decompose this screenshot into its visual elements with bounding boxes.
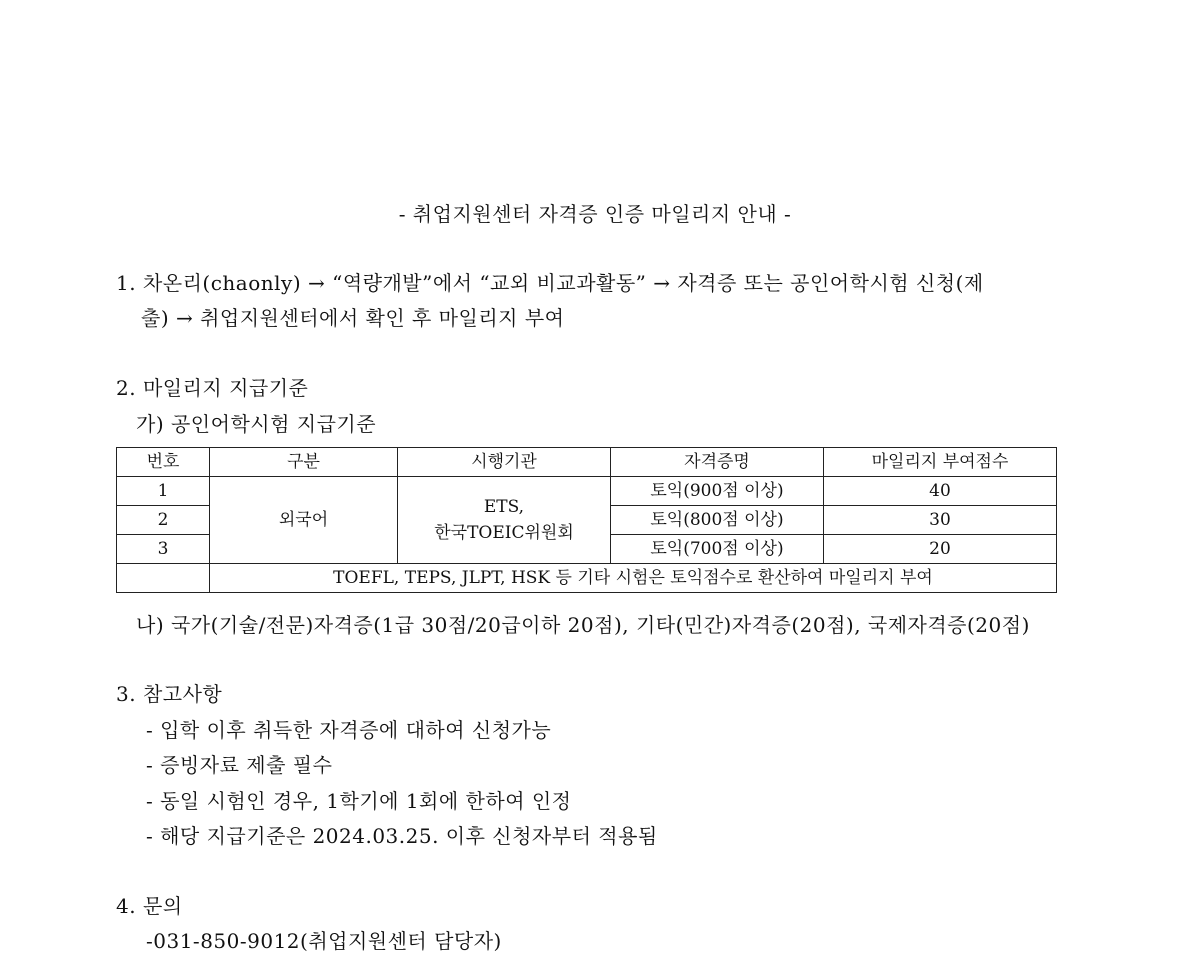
points-cell: 20: [824, 535, 1057, 564]
section3-heading: 3. 참고사항: [116, 682, 223, 706]
footnote-cell: TOEFL, TEPS, JLPT, HSK 등 기타 시험은 토익점수로 환산하여 마일리지 부여: [210, 564, 1057, 593]
category-cell: 외국어: [210, 477, 398, 564]
points-cell: 30: [824, 506, 1057, 535]
certificate-cell: 토익(900점 이상): [611, 477, 824, 506]
note-item: - 증빙자료 제출 필수: [146, 753, 333, 777]
certificate-cell: 토익(800점 이상): [611, 506, 824, 535]
note-item: - 해당 지급기준은 2024.03.25. 이후 신청자부터 적용됨: [146, 824, 658, 848]
row-number: 1: [117, 477, 210, 506]
row-number: 2: [117, 506, 210, 535]
table-header-row: [117, 448, 1057, 477]
note-item: - 입학 이후 취득한 자격증에 대하여 신청가능: [146, 718, 552, 742]
table-footnote-row: [117, 564, 1057, 593]
contact-phone: -031-850-9012(취업지원센터 담당자): [146, 929, 502, 953]
table-row: [117, 477, 1057, 506]
section2-sub-a: 가) 공인어학시험 지급기준: [136, 412, 377, 436]
note-item: - 동일 시험인 경우, 1학기에 1회에 한하여 인정: [146, 789, 572, 813]
row-number: 3: [117, 535, 210, 564]
section1-line1: 1. 차온리(chaonly) → “역량개발”에서 “교외 비교과활동” → 자격증 또는 공인어학시험 신청(제: [116, 271, 984, 295]
section1-line2: 출) → 취업지원센터에서 확인 후 마일리지 부여: [141, 306, 565, 330]
agency-line1: ETS,: [483, 497, 525, 517]
header-category: 구분: [210, 448, 398, 477]
agency-line2: 한국TOEIC위원회: [434, 523, 574, 543]
mileage-table: [116, 447, 1057, 593]
header-number: 번호: [117, 448, 210, 477]
section2-heading: 2. 마일리지 지급기준: [116, 376, 309, 400]
header-agency: 시행기관: [398, 448, 611, 477]
section4-heading: 4. 문의: [116, 894, 183, 918]
empty-cell: [117, 564, 210, 593]
header-points: 마일리지 부여점수: [824, 448, 1057, 477]
points-cell: 40: [824, 477, 1057, 506]
certificate-cell: 토익(700점 이상): [611, 535, 824, 564]
section2-sub-b: 나) 국가(기술/전문)자격증(1급 30점/20급이하 20점), 기타(민간)자격증(20점), 국제자격증(20점): [136, 613, 1030, 637]
header-certificate: 자격증명: [611, 448, 824, 477]
document-title: - 취업지원센터 자격증 인증 마일리지 안내 -: [398, 202, 792, 226]
agency-cell: [398, 477, 611, 564]
